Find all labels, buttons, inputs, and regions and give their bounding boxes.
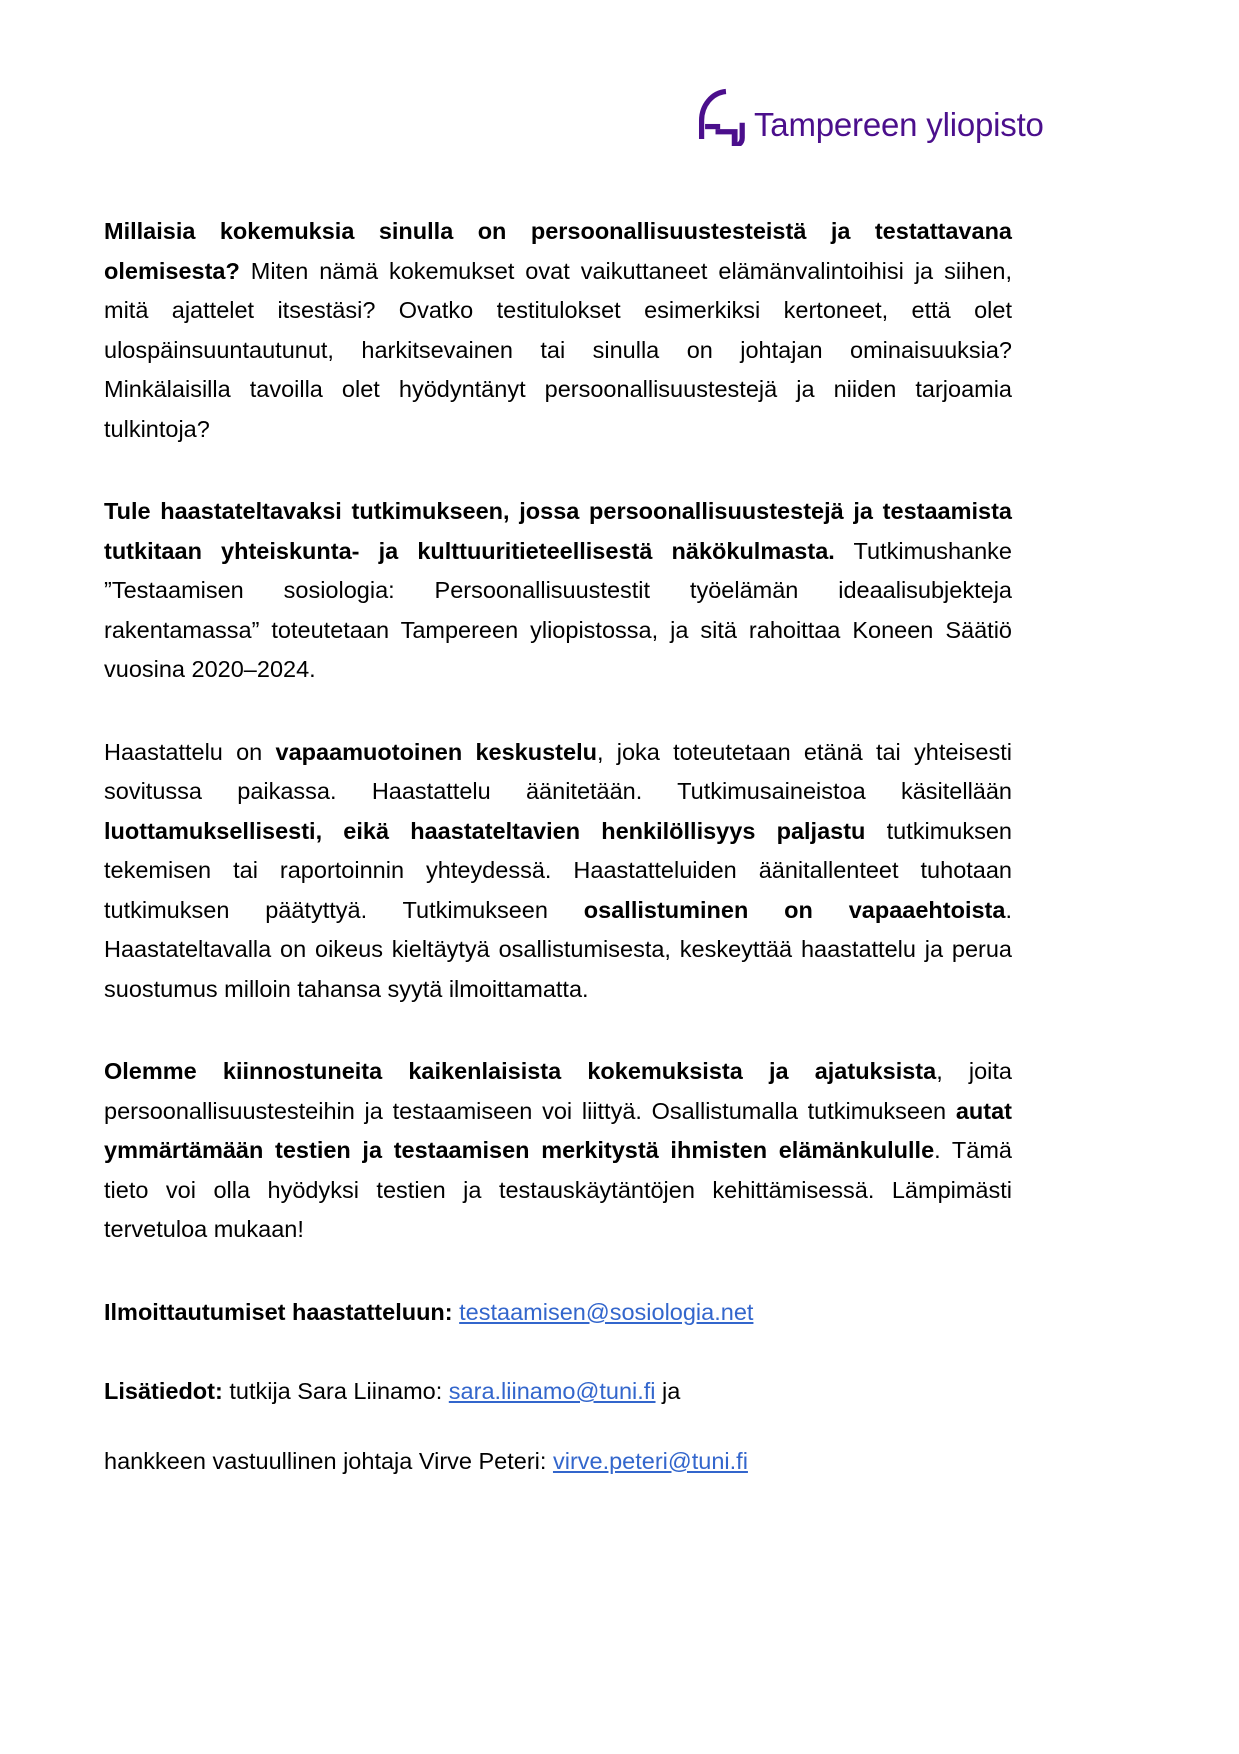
paragraph-3-seg-4: . Haastateltavalla on oikeus kieltäytyä osallistumisesta, keskeyttää haastattelu ja perua suostumus milloin tahansa syytä ilmoittamatta. [104,896,1012,1002]
paragraph-4-bold-2: autat ymmärtämään testien ja testaamisen merkitystä ihmisten elämänkululle [104,1097,1012,1163]
lead-label: hankkeen vastuullinen johtaja Virve Peteri: [104,1447,553,1474]
document-body [104,212,1012,1481]
signup-label: Ilmoittautumiset haastatteluun: [104,1298,453,1325]
paragraph-3-seg-3: tutkimuksen tekemisen tai raportoinnin yhteydessä. Haastatteluiden äänitallenteet tuhotaan tutkimuksen päätyttyä. Tutkimukseen [104,817,1012,923]
signup-email-link[interactable]: testaamisen@sosiologia.net [459,1298,754,1325]
info-suffix: ja [655,1378,681,1404]
paragraph-3-seg-2: , joka toteutetaan etänä tai yhteisesti sovitussa paikassa. Haastattelu äänitetään. Tutkimusaineistoa käsitellään [104,738,1012,804]
paragraph-2-lead: Tule haastateltavaksi tutkimukseen, jossa persoonallisuustestejä ja testaamista tutkitaan yhteiskunta- ja kulttuuritieteellisestä näkökulmasta. [104,498,1012,564]
info-line [104,1372,1012,1412]
paragraph-1-lead: Millaisia kokemuksia sinulla on persoonallisuustesteistä ja testattavana olemisesta? [104,218,1012,284]
paragraph-4-seg-2: . Tämä tieto voi olla hyödyksi testien ja testauskäytäntöjen kehittämisessä. Lämpimästi tervetuloa mukaan! [104,1137,1012,1242]
signup-line [104,1293,1012,1333]
paragraph-2 [104,492,1012,690]
paragraph-3 [104,733,1012,1010]
university-logo [690,84,1044,146]
paragraph-3-bold-3: osallistuminen on vapaaehtoista [583,896,1006,923]
info-email-link[interactable]: sara.liinamo@tuni.fi [448,1378,656,1404]
paragraph-4 [104,1052,1012,1250]
lead-line [104,1442,1012,1482]
paragraph-4-bold-1: Olemme kiinnostuneita kaikenlaisista kokemuksista ja ajatuksista [104,1058,937,1084]
paragraph-2-rest: Tutkimushanke ”Testaamisen sosiologia: Persoonallisuustestit työelämän ideaalisubjekteja rakentamassa” toteutetaan Tampereen yliopistossa, ja sitä rahoittaa Koneen Säätiö vuosina 2020–2024. [104,537,1012,682]
info-label: Lisätiedot: [104,1378,223,1404]
logo-wordmark: Tampereen yliopisto [754,106,1044,143]
paragraph-4-seg-1: , joita persoonallisuustesteihin ja testaamiseen voi liittyä. Osallistumalla tutkimukseen [104,1058,1012,1124]
tampere-university-bracket-mark [690,88,748,146]
info-person: tutkija Sara Liinamo: [222,1378,449,1404]
paragraph-1 [104,212,1012,449]
lead-email-link[interactable]: virve.peteri@tuni.fi [552,1447,748,1474]
paragraph-3-bold-1: vapaamuotoinen keskustelu [275,738,597,765]
paragraph-3-seg-1: Haastattelu on [104,738,276,765]
paragraph-1-rest: Miten nämä kokemukset ovat vaikuttaneet elämänvalintoihisi ja siihen, mitä ajattelet itsestäsi? Ovatko testitulokset esimerkiksi kertoneet, että olet ulospäinsuuntautunut, harkitsevainen tai sinulla on johtajan ominaisuuksia? Minkälaisilla tavoilla olet hyödyntänyt persoonallisuustestejä ja niiden tarjoamia tulkintoja? [104,257,1012,442]
paragraph-3-bold-2: luottamuksellisesti, eikä haastateltavien henkilöllisyys paljastu [104,817,866,844]
